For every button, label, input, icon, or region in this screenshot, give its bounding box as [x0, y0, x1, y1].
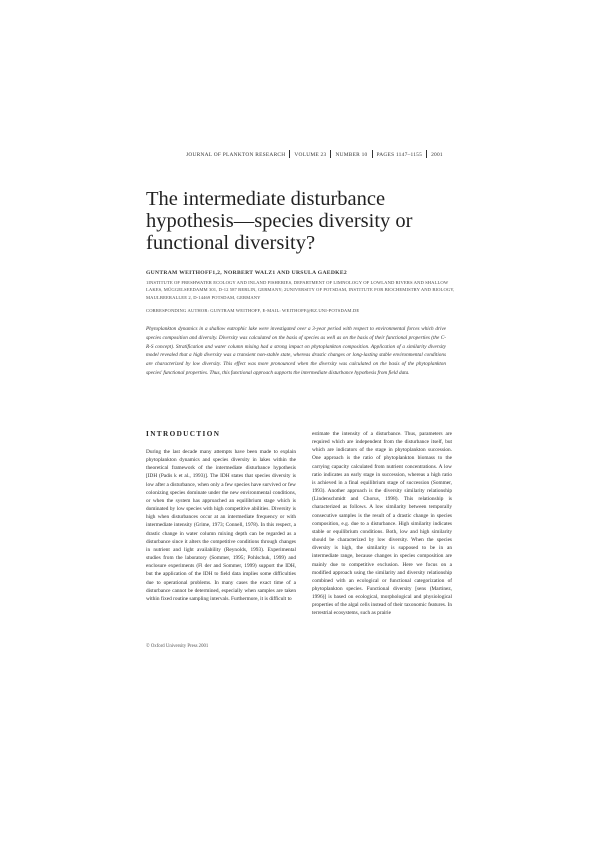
section-heading-introduction: INTRODUCTION — [146, 430, 221, 438]
article-title: The intermediate disturbance hypothesis—species diversity or functional diversity? — [146, 188, 413, 254]
abstract: Phytoplankton dynamics in a shallow eutrophic lake were investigated over a 3-year period with respect to environmental forces which drive species composition and diversity. Diversity was calculated on the basis of species as well as on the basis of their functional properties (the C-R-S concept). Stratification and water column mixing had a strong impact on phytoplankton composition. Application of a similarity diversity model revealed that a high diversity was a transient non-stable state, whereas drastic changes or long-lasting stable environmental conditions are characterized by low diversity. This effect was more pronounced when the diversity was calculated on the basis of the phytoplankton species' functional properties. Thus, this functional approach supports the intermediate disturbance hypothesis from field data. — [146, 326, 446, 376]
header-separator — [289, 150, 290, 158]
right-column — [312, 430, 452, 618]
page-range: PAGES 1147–1155 — [376, 152, 423, 158]
header-separator — [330, 150, 331, 158]
issue-number: NUMBER 10 — [335, 152, 368, 158]
introduction-left-text: During the last decade many attempts have been made to explain phytoplankton dynamics and species diversity in lakes within the theoretical framework of the intermediate disturbance hypothesis [IDH (Padis k et al., 1993)]. The IDH states that species diversity is low after a disturbance, when only a few species have survived or few colonizing species dominate under the new environmental conditions, or when the system has approached an equilibrium stage which is dominated by low species with high competitive abilities. Diversity is high when disturbances occur at an intermediate frequency or with intermediate intensity (Grime, 1973; Connell, 1978). In this respect, a drastic change in water column mixing depth can be regarded as a disturbance since it alters the competitive conditions through changes in nutrient and light availability (Reynolds, 1993). Experimental studies from the laboratory (Sommer, 1995; Pohlschuk, 1999) and enclosure experiments (Fl der and Sommer, 1999) support the IDH, but the application of the IDH to field data implies some difficulties due to operational problems. In many cases the exact time of a disturbance cannot be determined, especially when samples are taken within fixed routine sampling intervals. Furthermore, it is difficult to — [146, 449, 296, 602]
introduction-right-text: estimate the intensity of a disturbance. Thus, parameters are required which are independent from the disturbance itself, but which are indicators of the stage in phytoplankton succession. One approach is the ratio of phytoplankton biomass to the carrying capacity calculated from nutrient concentrations. A low ratio indicates an early stage in succession, whereas a high ratio is achieved in a final equilibrium stage of succession (Sommer, 1993). Another approach is the diversity similarity relationship (Lindenschmidt and Chorus, 1998). This relationship is characterized as follows. A low similarity between temporally consecutive samples is the result of a drastic change in species composition, e.g. due to a disturbance. High similarity indicates stable or equilibrium conditions. Both, low and high similarity should be characterized by low diversity. When the species diversity is high, the similarity is supposed to be in an intermediate range, because changes in species composition are mainly due to competitive exclusion. Here we focus on a modified approach using the similarity and diversity relationship combined with an ecological or functional categorization of phytoplankton species. Functional diversity [sens (Martinez, 1996)] is based on ecological, morphological and physiological properties of the algal cells instead of their taxonomic features. In terrestrial ecosystems, such as prairie — [312, 431, 452, 617]
journal-name: JOURNAL OF PLANKTON RESEARCH — [186, 152, 286, 158]
affiliations: 1INSTITUTE OF FRESHWATER ECOLOGY AND INLAND FISHERIES, DEPARTMENT OF LIMNOLOGY OF LOWLAND RIVERS AND SHALLOW LAKES, MÜGGELSEEDAMM 301, D-12 587 BERLIN, GERMANY; 2UNIVERSITY OF POTSDAM, INSTITUTE FOR BIOCHEMISTRY AND BIOLOGY, MAULBEERALLEE 2, D-14469 POTSDAM, GERMANY — [146, 280, 455, 300]
year: 2001 — [431, 152, 443, 158]
copyright-notice: © Oxford University Press 2001 — [146, 644, 209, 649]
left-column — [146, 430, 296, 603]
header-separator — [426, 150, 427, 158]
author-list: GUNTRAM WEITHOFF1,2, NORBERT WALZ1 AND URSULA GAEDKE2 — [146, 270, 347, 276]
corresponding-author: CORRESPONDING AUTHOR: GUNTRAM WEITHOFF, E-MAIL: WEITHOFF@RZ.UNI-POTSDAM.DE — [146, 308, 360, 313]
header-separator — [372, 150, 373, 158]
running-header — [186, 150, 443, 158]
volume: VOLUME 23 — [294, 152, 327, 158]
